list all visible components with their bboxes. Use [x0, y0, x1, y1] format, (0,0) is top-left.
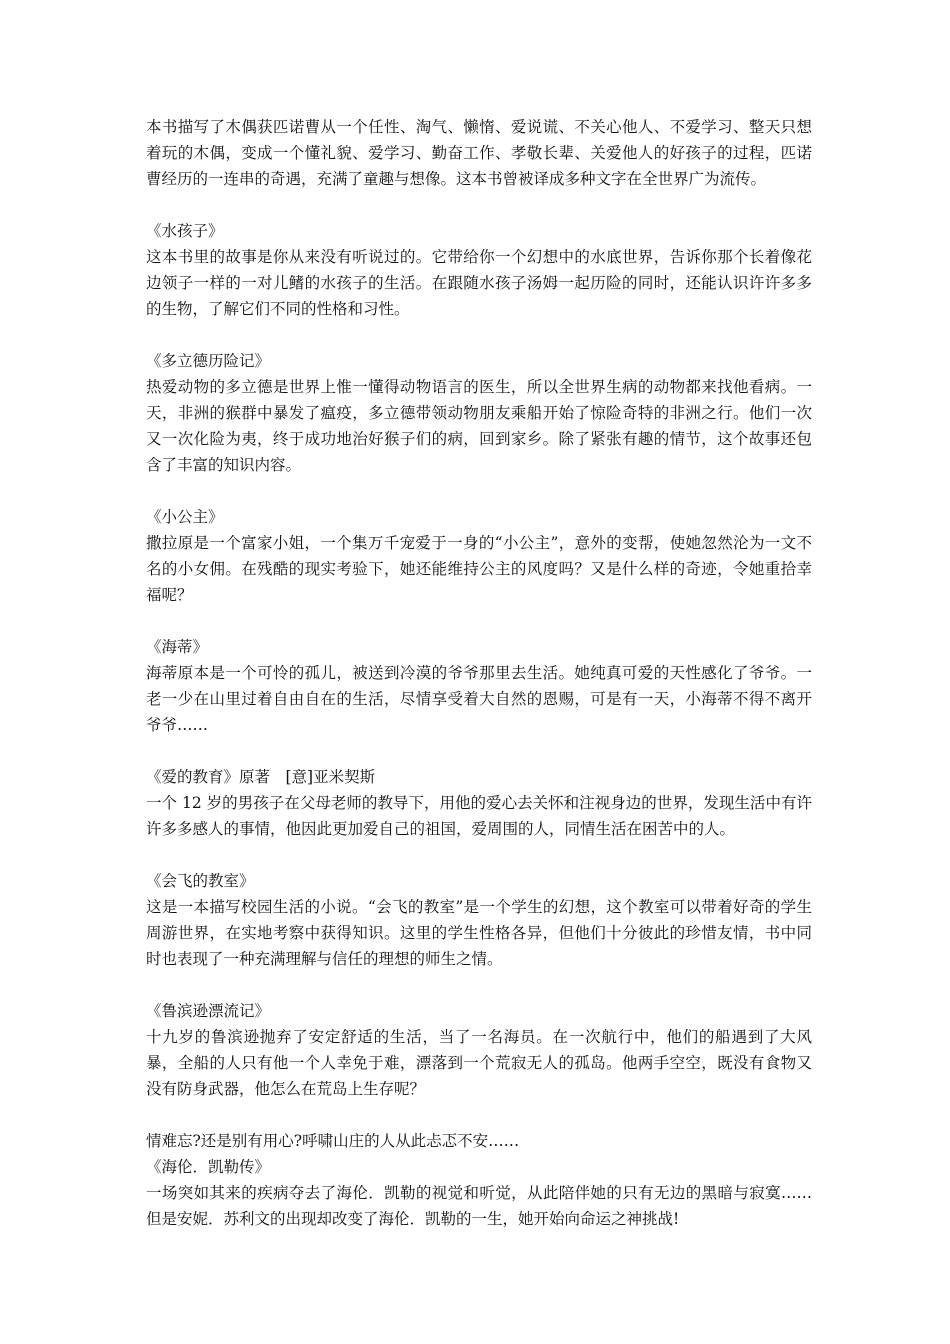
paragraph-gap — [146, 1102, 812, 1128]
book-title-flying-classroom: 《会飞的教室》 — [146, 872, 255, 890]
paragraph-gap — [146, 738, 812, 764]
book-desc-little-princess: 撒拉原是一个富家小姐，一个集万千宠爱于一身的“小公主”，意外的变帮，使她忽然沦为一文不名的小女佣。在残酷的现实考验下，她还能维持公主的风度吗？又是什么样的奇迹，令她重拾幸福呢？ — [146, 534, 812, 604]
book-title-heart: 《爱的教育》原著 [意]亚米契斯 — [146, 768, 376, 786]
book-title-helen-keller: 《海伦．凯勒传》 — [146, 1158, 271, 1176]
book-desc-robinson-crusoe: 十九岁的鲁滨逊抛弃了安定舒适的生活，当了一名海员。在一次航行中，他们的船遇到了大风暴，全船的人只有他一个人幸免于难，漂落到一个荒寂无人的孤岛。他两手空空，既没有食物又没有防身武器，他怎么在荒岛上生存呢？ — [146, 1028, 812, 1098]
book-title-heidi: 《海蒂》 — [146, 638, 209, 656]
book-title-dolittle: 《多立德历险记》 — [146, 352, 271, 370]
paragraph-gap — [146, 842, 812, 868]
paragraph-gap — [146, 192, 812, 218]
book-desc-flying-classroom: 这是一本描写校园生活的小说。“会飞的教室”是一个学生的幻想，这个教室可以带着好奇的学生周游世界，在实地考察中获得知识。这里的学生性格各异，但他们十分彼此的珍惜友情，书中同时也表现了一种充满理解与信任的理想的师生之情。 — [146, 898, 812, 968]
book-title-robinson-crusoe: 《鲁滨逊漂流记》 — [146, 1002, 271, 1020]
book-desc-heart: 一个 12 岁的男孩子在父母老师的教导下，用他的爱心去关怀和注视身边的世界，发现生活中有许许多多感人的事情，他因此更加爱自己的祖国，爱周围的人，同情生活在困苦中的人。 — [146, 794, 812, 838]
paragraph-gap — [146, 608, 812, 634]
book-desc-heidi: 海蒂原本是一个可怜的孤儿，被送到冷漠的爷爷那里去生活。她纯真可爱的天性感化了爷爷。一老一少在山里过着自由自在的生活，尽情享受着大自然的恩赐，可是有一天，小海蒂不得不离开爷爷…… — [146, 664, 812, 734]
book-title-water-babies: 《水孩子》 — [146, 222, 224, 240]
paragraph-gap — [146, 322, 812, 348]
book-desc-dolittle: 热爱动物的多立德是世界上惟一懂得动物语言的医生，所以全世界生病的动物都来找他看病。一天，非洲的猴群中暴发了瘟疫，多立德带领动物朋友乘船开始了惊险奇特的非洲之行。他们一次又一次化险为夷，终于成功地治好猴子们的病，回到家乡。除了紧张有趣的情节，这个故事还包含了丰富的知识内容。 — [146, 378, 812, 474]
wuthering-heights-tagline: 情难忘?还是别有用心?呼啸山庄的人从此忐忑不安…… — [146, 1132, 520, 1150]
intro-paragraph: 本书描写了木偶获匹诺曹从一个任性、淘气、懒惰、爱说谎、不关心他人、不爱学习、整天只想着玩的木偶，变成一个懂礼貌、爱学习、勤奋工作、孝敬长辈、关爱他人的好孩子的过程，匹诺曹经历的一连串的奇遇，充满了童趣与想像。这本书曾被译成多种文字在全世界广为流传。 — [146, 118, 812, 188]
document-body — [146, 114, 812, 1232]
paragraph-gap — [146, 972, 812, 998]
paragraph-gap — [146, 478, 812, 504]
book-desc-water-babies: 这本书里的故事是你从来没有听说过的。它带给你一个幻想中的水底世界，告诉你那个长着像花边领子一样的一对儿鳍的水孩子的生活。在跟随水孩子汤姆一起历险的同时，还能认识许许多多的生物，了解它们不同的性格和习性。 — [146, 248, 812, 318]
book-desc-helen-keller: 一场突如其来的疾病夺去了海伦．凯勒的视觉和听觉，从此陪伴她的只有无边的黑暗与寂寞……但是安妮．苏利文的出现却改变了海伦．凯勒的一生，她开始向命运之神挑战! — [146, 1184, 812, 1228]
book-title-little-princess: 《小公主》 — [146, 508, 224, 526]
